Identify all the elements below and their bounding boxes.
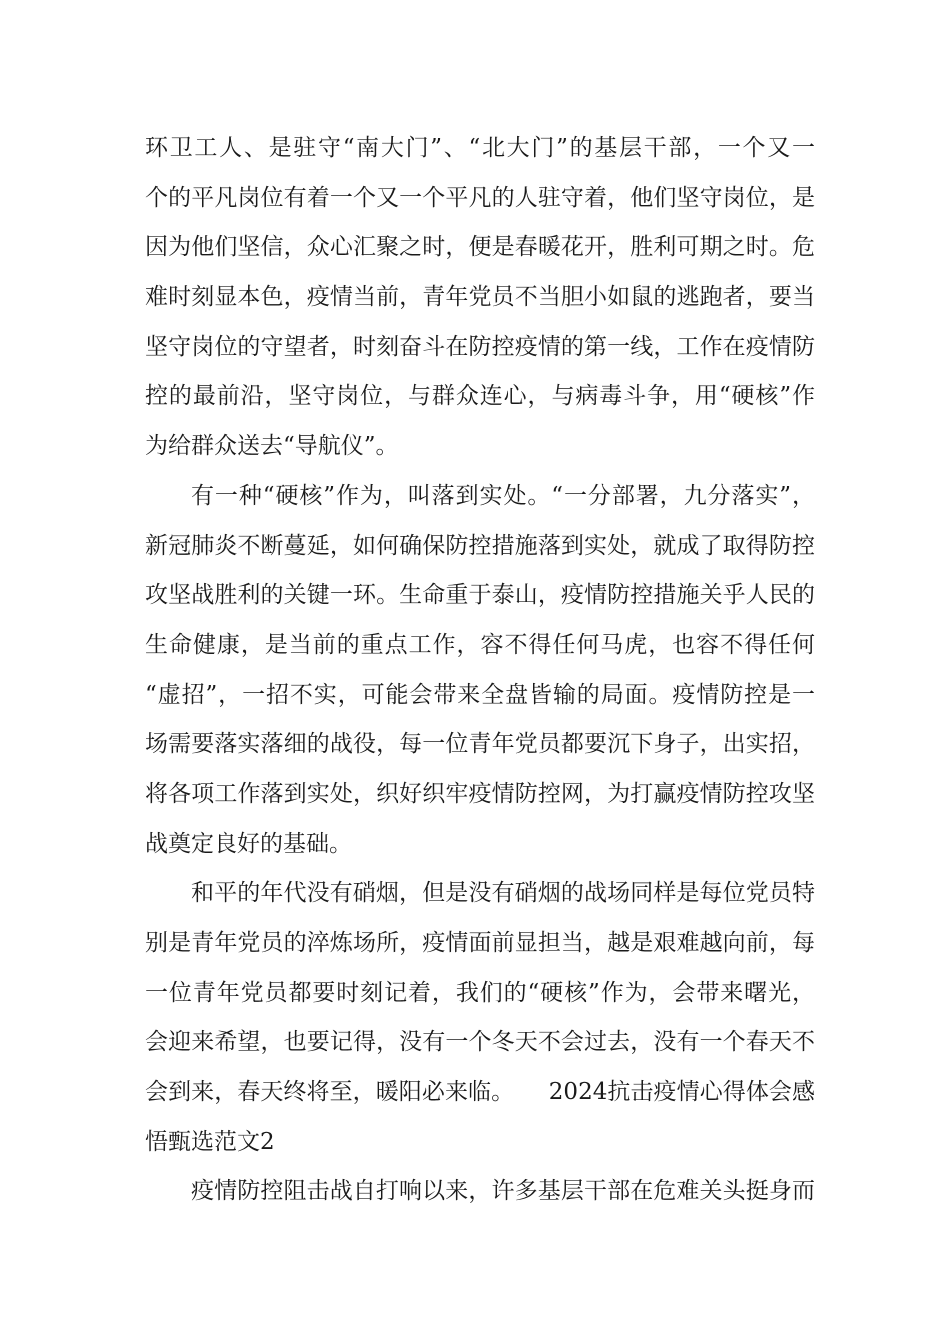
text-line: 别是青年党员的淬炼场所，疫情面前显担当，越是艰难越向前，每: [145, 930, 815, 956]
document-body: [145, 124, 815, 1217]
text-line: 为给群众送去“导航仪”。: [145, 433, 399, 460]
text-line: 控的最前沿，坚守岗位，与群众连心，与病毒斗争，用“硬核”作: [145, 383, 815, 410]
text-line: 因为他们坚信，众心汇聚之时，便是春暖花开，胜利可期之时。危: [145, 234, 815, 261]
text-line: 新冠肺炎不断蔓延，如何确保防控措施落到实处，就成了取得防控: [145, 532, 815, 559]
text-line: 将各项工作落到实处，织好织牢疫情防控网，为打赢疫情防控攻坚: [145, 780, 815, 807]
text-line: 环卫工人、是驻守“南大门”、“北大门”的基层干部，一个又一: [145, 135, 815, 161]
text-line: “虚招”，一招不实，可能会带来全盘皆输的局面。疫情防控是一: [145, 681, 815, 708]
text-line: 个的平凡岗位有着一个又一个平凡的人驻守着，他们坚守岗位，是: [145, 184, 815, 211]
text-line: 难时刻显本色，疫情当前，青年党员不当胆小如鼠的逃跑者，要当: [145, 284, 815, 311]
paragraph-start-line: 疫情防控阻击战自打响以来，许多基层干部在危难关头挺身而: [191, 1178, 815, 1205]
paragraph-start-line: 有一种“硬核”作为，叫落到实处。“一分部署，九分落实”，: [191, 482, 815, 509]
text-line: 攻坚战胜利的关键一环。生命重于泰山，疫情防控措施关乎人民的: [145, 582, 815, 609]
text-line: 悟甄选范文2: [145, 1128, 275, 1155]
text-line: 战奠定良好的基础。: [145, 830, 352, 857]
text-line: 生命健康，是当前的重点工作，容不得任何马虎，也容不得任何: [145, 631, 815, 658]
text-line: 场需要落实落细的战役，每一位青年党员都要沉下身子，出实招，: [145, 731, 815, 758]
text-line: 会到来，春天终将至，暖阳必来临。 2024抗击疫情心得体会感: [145, 1079, 815, 1106]
text-line: 一位青年党员都要时刻记着，我们的“硬核”作为，会带来曙光，: [145, 979, 815, 1006]
text-line: 会迎来希望，也要记得，没有一个冬天不会过去，没有一个春天不: [145, 1029, 815, 1056]
paragraph-start-line: 和平的年代没有硝烟，但是没有硝烟的战场同样是每位党员特: [191, 880, 815, 907]
text-line: 坚守岗位的守望者，时刻奋斗在防控疫情的第一线，工作在疫情防: [145, 333, 815, 360]
